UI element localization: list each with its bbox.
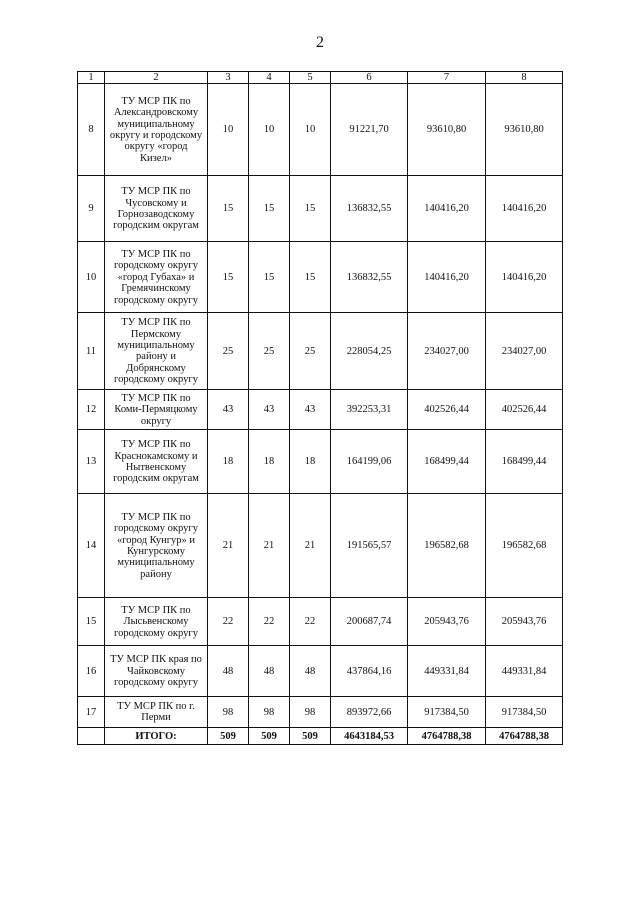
cell-col7: 140416,20	[408, 242, 486, 313]
header-cell: 3	[208, 72, 249, 84]
cell-col5: 22	[290, 598, 331, 646]
cell-col3: 15	[208, 176, 249, 242]
cell-col6: 392253,31	[331, 390, 408, 430]
cell-col8: 93610,80	[486, 84, 563, 176]
cell-col7: 168499,44	[408, 430, 486, 494]
header-cell: 1	[78, 72, 105, 84]
cell-col6: 164199,06	[331, 430, 408, 494]
organization-name: ТУ МСР ПК по Коми-Пермяцкому округу	[105, 390, 208, 430]
table-row	[78, 84, 563, 176]
row-number: 13	[78, 430, 105, 494]
cell-col5: 21	[290, 494, 331, 598]
row-number: 8	[78, 84, 105, 176]
organization-name: ТУ МСР ПК по г. Перми	[105, 697, 208, 728]
cell-col4: 10	[249, 84, 290, 176]
cell-col6: 200687,74	[331, 598, 408, 646]
cell-col3: 43	[208, 390, 249, 430]
table-row	[78, 646, 563, 697]
cell-col7: 140416,20	[408, 176, 486, 242]
table-row	[78, 430, 563, 494]
cell-col6: 91221,70	[331, 84, 408, 176]
cell-col5: 18	[290, 430, 331, 494]
table-row	[78, 313, 563, 390]
total-number	[78, 728, 105, 745]
header-cell: 5	[290, 72, 331, 84]
cell-col3: 22	[208, 598, 249, 646]
table-row	[78, 176, 563, 242]
cell-col8: 234027,00	[486, 313, 563, 390]
row-number: 14	[78, 494, 105, 598]
table-row	[78, 390, 563, 430]
header-cell: 7	[408, 72, 486, 84]
cell-col7: 205943,76	[408, 598, 486, 646]
organization-name: ТУ МСР ПК по Александровскому муниципальному округу и городскому округу «город Кизел»	[105, 84, 208, 176]
cell-col4: 21	[249, 494, 290, 598]
header-cell: 6	[331, 72, 408, 84]
organization-name: ТУ МСР ПК по городскому округу «город Кунгур» и Кунгурскому муниципальному району	[105, 494, 208, 598]
row-number: 16	[78, 646, 105, 697]
cell-col4: 15	[249, 242, 290, 313]
report-table	[77, 71, 563, 745]
cell-col8: 917384,50	[486, 697, 563, 728]
cell-col5: 43	[290, 390, 331, 430]
cell-col8: 205943,76	[486, 598, 563, 646]
cell-col6: 893972,66	[331, 697, 408, 728]
cell-col5: 10	[290, 84, 331, 176]
total-col6: 4643184,53	[331, 728, 408, 745]
organization-name: ТУ МСР ПК по Чусовскому и Горнозаводскому городским округам	[105, 176, 208, 242]
row-number: 12	[78, 390, 105, 430]
header-cell: 8	[486, 72, 563, 84]
cell-col7: 234027,00	[408, 313, 486, 390]
total-col7: 4764788,38	[408, 728, 486, 745]
cell-col6: 228054,25	[331, 313, 408, 390]
cell-col7: 449331,84	[408, 646, 486, 697]
cell-col6: 136832,55	[331, 176, 408, 242]
row-number: 10	[78, 242, 105, 313]
cell-col4: 48	[249, 646, 290, 697]
cell-col3: 25	[208, 313, 249, 390]
cell-col3: 18	[208, 430, 249, 494]
cell-col5: 48	[290, 646, 331, 697]
cell-col4: 43	[249, 390, 290, 430]
cell-col4: 98	[249, 697, 290, 728]
cell-col4: 22	[249, 598, 290, 646]
page-number: 2	[316, 34, 324, 51]
cell-col5: 98	[290, 697, 331, 728]
organization-name: ТУ МСР ПК по городскому округу «город Губаха» и Гремячинскому городскому округу	[105, 242, 208, 313]
cell-col3: 21	[208, 494, 249, 598]
organization-name: ТУ МСР ПК по Пермскому муниципальному району и Добрянскому городскому округу	[105, 313, 208, 390]
cell-col3: 10	[208, 84, 249, 176]
cell-col6: 136832,55	[331, 242, 408, 313]
cell-col8: 140416,20	[486, 242, 563, 313]
table-row	[78, 242, 563, 313]
cell-col4: 25	[249, 313, 290, 390]
cell-col7: 196582,68	[408, 494, 486, 598]
row-number: 9	[78, 176, 105, 242]
total-col3: 509	[208, 728, 249, 745]
cell-col5: 25	[290, 313, 331, 390]
cell-col7: 402526,44	[408, 390, 486, 430]
total-label: ИТОГО:	[105, 728, 208, 745]
cell-col6: 191565,57	[331, 494, 408, 598]
cell-col3: 98	[208, 697, 249, 728]
table-row	[78, 697, 563, 728]
header-cell: 4	[249, 72, 290, 84]
cell-col6: 437864,16	[331, 646, 408, 697]
total-col8: 4764788,38	[486, 728, 563, 745]
cell-col3: 15	[208, 242, 249, 313]
cell-col5: 15	[290, 242, 331, 313]
cell-col8: 140416,20	[486, 176, 563, 242]
total-row	[78, 728, 563, 745]
cell-col7: 93610,80	[408, 84, 486, 176]
row-number: 17	[78, 697, 105, 728]
organization-name: ТУ МСР ПК по Краснокамскому и Нытвенскому городским округам	[105, 430, 208, 494]
cell-col8: 402526,44	[486, 390, 563, 430]
cell-col3: 48	[208, 646, 249, 697]
total-col4: 509	[249, 728, 290, 745]
table-row	[78, 494, 563, 598]
cell-col8: 196582,68	[486, 494, 563, 598]
cell-col4: 18	[249, 430, 290, 494]
cell-col8: 449331,84	[486, 646, 563, 697]
table-row	[78, 598, 563, 646]
total-col5: 509	[290, 728, 331, 745]
cell-col8: 168499,44	[486, 430, 563, 494]
organization-name: ТУ МСР ПК края по Чайковскому городскому округу	[105, 646, 208, 697]
organization-name: ТУ МСР ПК по Лысьвенскому городскому округу	[105, 598, 208, 646]
cell-col7: 917384,50	[408, 697, 486, 728]
row-number: 15	[78, 598, 105, 646]
cell-col5: 15	[290, 176, 331, 242]
cell-col4: 15	[249, 176, 290, 242]
header-cell: 2	[105, 72, 208, 84]
header-row	[78, 72, 563, 84]
row-number: 11	[78, 313, 105, 390]
